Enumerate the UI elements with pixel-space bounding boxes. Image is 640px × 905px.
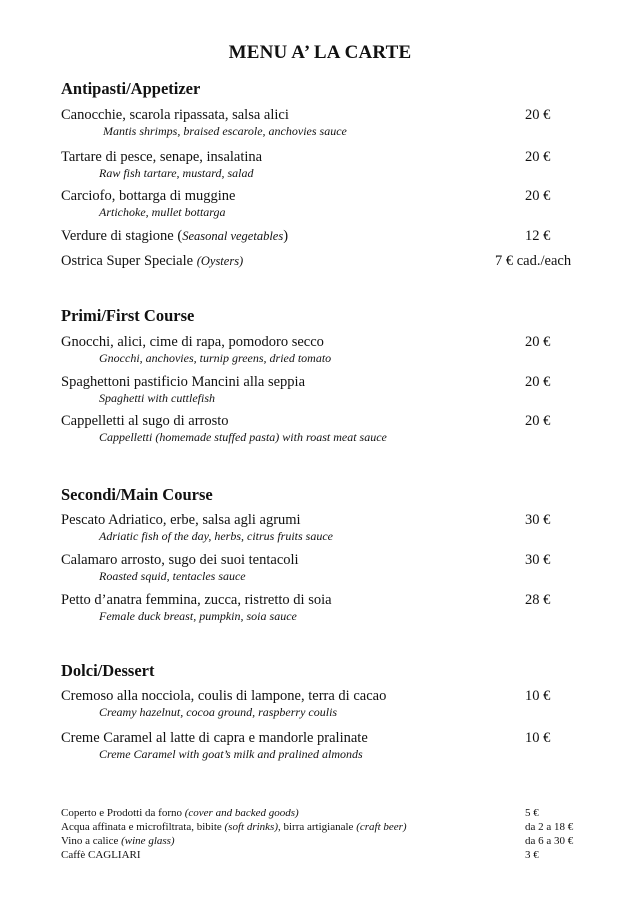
menu-item [61, 591, 581, 624]
item-name-text: Verdure di stagione ( [61, 228, 183, 244]
menu-item [61, 412, 581, 445]
item-description: Adriatic fish of the day, herbs, citrus fruits sauce [99, 529, 333, 543]
item-price: 20 € [525, 334, 551, 350]
item-name-translation: (Oysters) [196, 254, 244, 268]
item-description: Creamy hazelnut, cocoa ground, raspberry coulis [99, 705, 338, 719]
item-name: Petto d’anatra femmina, zucca, ristretto di soia [61, 592, 332, 608]
item-description: Artichoke, mullet bottarga [99, 205, 226, 219]
menu-item [61, 148, 581, 181]
item-name: Carciofo, bottarga di muggine [61, 188, 236, 204]
page-title: MENU A’ LA CARTE [228, 42, 412, 63]
footer-text: Vino a calice [61, 835, 122, 847]
item-price: 20 € [525, 374, 551, 390]
footer-extras [61, 806, 581, 862]
item-name: Cappelletti al sugo di arrosto [61, 413, 229, 429]
footer-price: 5 € [525, 807, 539, 819]
menu-item [61, 373, 581, 406]
item-price: 7 € cad./each [495, 253, 572, 269]
item-description: Gnocchi, anchovies, turnip greens, dried tomato [99, 351, 332, 365]
item-price: 28 € [525, 592, 551, 608]
item-price: 10 € [525, 730, 551, 746]
footer-price: da 6 a 30 € [525, 835, 574, 847]
footer-text: Coperto e Prodotti da forno [61, 807, 185, 819]
footer-text-2: , birra artigianale [278, 821, 357, 833]
item-description: Spaghetti with cuttlefish [99, 391, 215, 405]
item-price: 30 € [525, 552, 551, 568]
footer-text: Acqua affinata e microfiltrata, bibite [61, 821, 225, 833]
menu-item [61, 106, 581, 139]
item-name: Cremoso alla nocciola, coulis di lampone, terra di cacao [61, 688, 387, 704]
item-name-translation: Seasonal vegetables [182, 229, 284, 243]
item-price: 20 € [525, 107, 551, 123]
item-name: Spaghettoni pastificio Mancini alla seppia [61, 374, 306, 390]
item-name: Creme Caramel al latte di capra e mandorle pralinate [61, 730, 368, 746]
item-description: Creme Caramel with goat’s milk and pralined almonds [99, 747, 363, 761]
menu-item [61, 252, 581, 270]
footer-text: Caffè CAGLIARI [61, 849, 141, 861]
footer-price: 3 € [525, 849, 539, 861]
item-price: 10 € [525, 688, 551, 704]
section-title-dolci: Dolci/Dessert [61, 661, 155, 680]
section-title-secondi: Secondi/Main Course [61, 485, 213, 504]
item-description: Female duck breast, pumpkin, soia sauce [99, 609, 297, 623]
menu-item [61, 511, 581, 544]
item-price: 12 € [525, 228, 551, 244]
item-name [61, 227, 581, 245]
section-title-antipasti: Antipasti/Appetizer [61, 79, 201, 98]
menu-item [61, 333, 581, 366]
item-price: 30 € [525, 512, 551, 528]
item-price: 20 € [525, 413, 551, 429]
footer-translation: (wine glass) [121, 835, 175, 847]
item-description: Cappelletti (homemade stuffed pasta) with roast meat sauce [99, 430, 387, 444]
item-name: Calamaro arrosto, sugo dei suoi tentacoli [61, 552, 299, 568]
footer-price: da 2 a 18 € [525, 821, 574, 833]
menu-item [61, 687, 581, 720]
footer-row [61, 834, 581, 848]
item-name: Tartare di pesce, senape, insalatina [61, 149, 263, 165]
item-name: Pescato Adriatico, erbe, salsa agli agrumi [61, 512, 301, 528]
item-name-close: ) [283, 228, 289, 244]
footer-row [61, 848, 581, 862]
menu-item [61, 187, 581, 220]
footer-translation: (cover and backed goods) [184, 807, 299, 819]
menu-item [61, 729, 581, 762]
item-description: Raw fish tartare, mustard, salad [99, 166, 254, 180]
item-price: 20 € [525, 188, 551, 204]
footer-translation-2: (craft beer) [356, 821, 407, 833]
item-price: 20 € [525, 149, 551, 165]
item-name: Canocchie, scarola ripassata, salsa alici [61, 107, 289, 123]
item-name: Gnocchi, alici, cime di rapa, pomodoro secco [61, 334, 324, 350]
footer-row [61, 820, 581, 834]
menu-item [61, 551, 581, 584]
item-name-text: Ostrica Super Speciale [61, 253, 197, 269]
item-description: Mantis shrimps, braised escarole, anchovies sauce [103, 124, 347, 138]
menu-item [61, 227, 581, 245]
footer-row [61, 806, 581, 820]
item-description: Roasted squid, tentacles sauce [99, 569, 246, 583]
footer-translation: (soft drinks) [224, 821, 278, 833]
section-title-primi: Primi/First Course [61, 306, 195, 325]
